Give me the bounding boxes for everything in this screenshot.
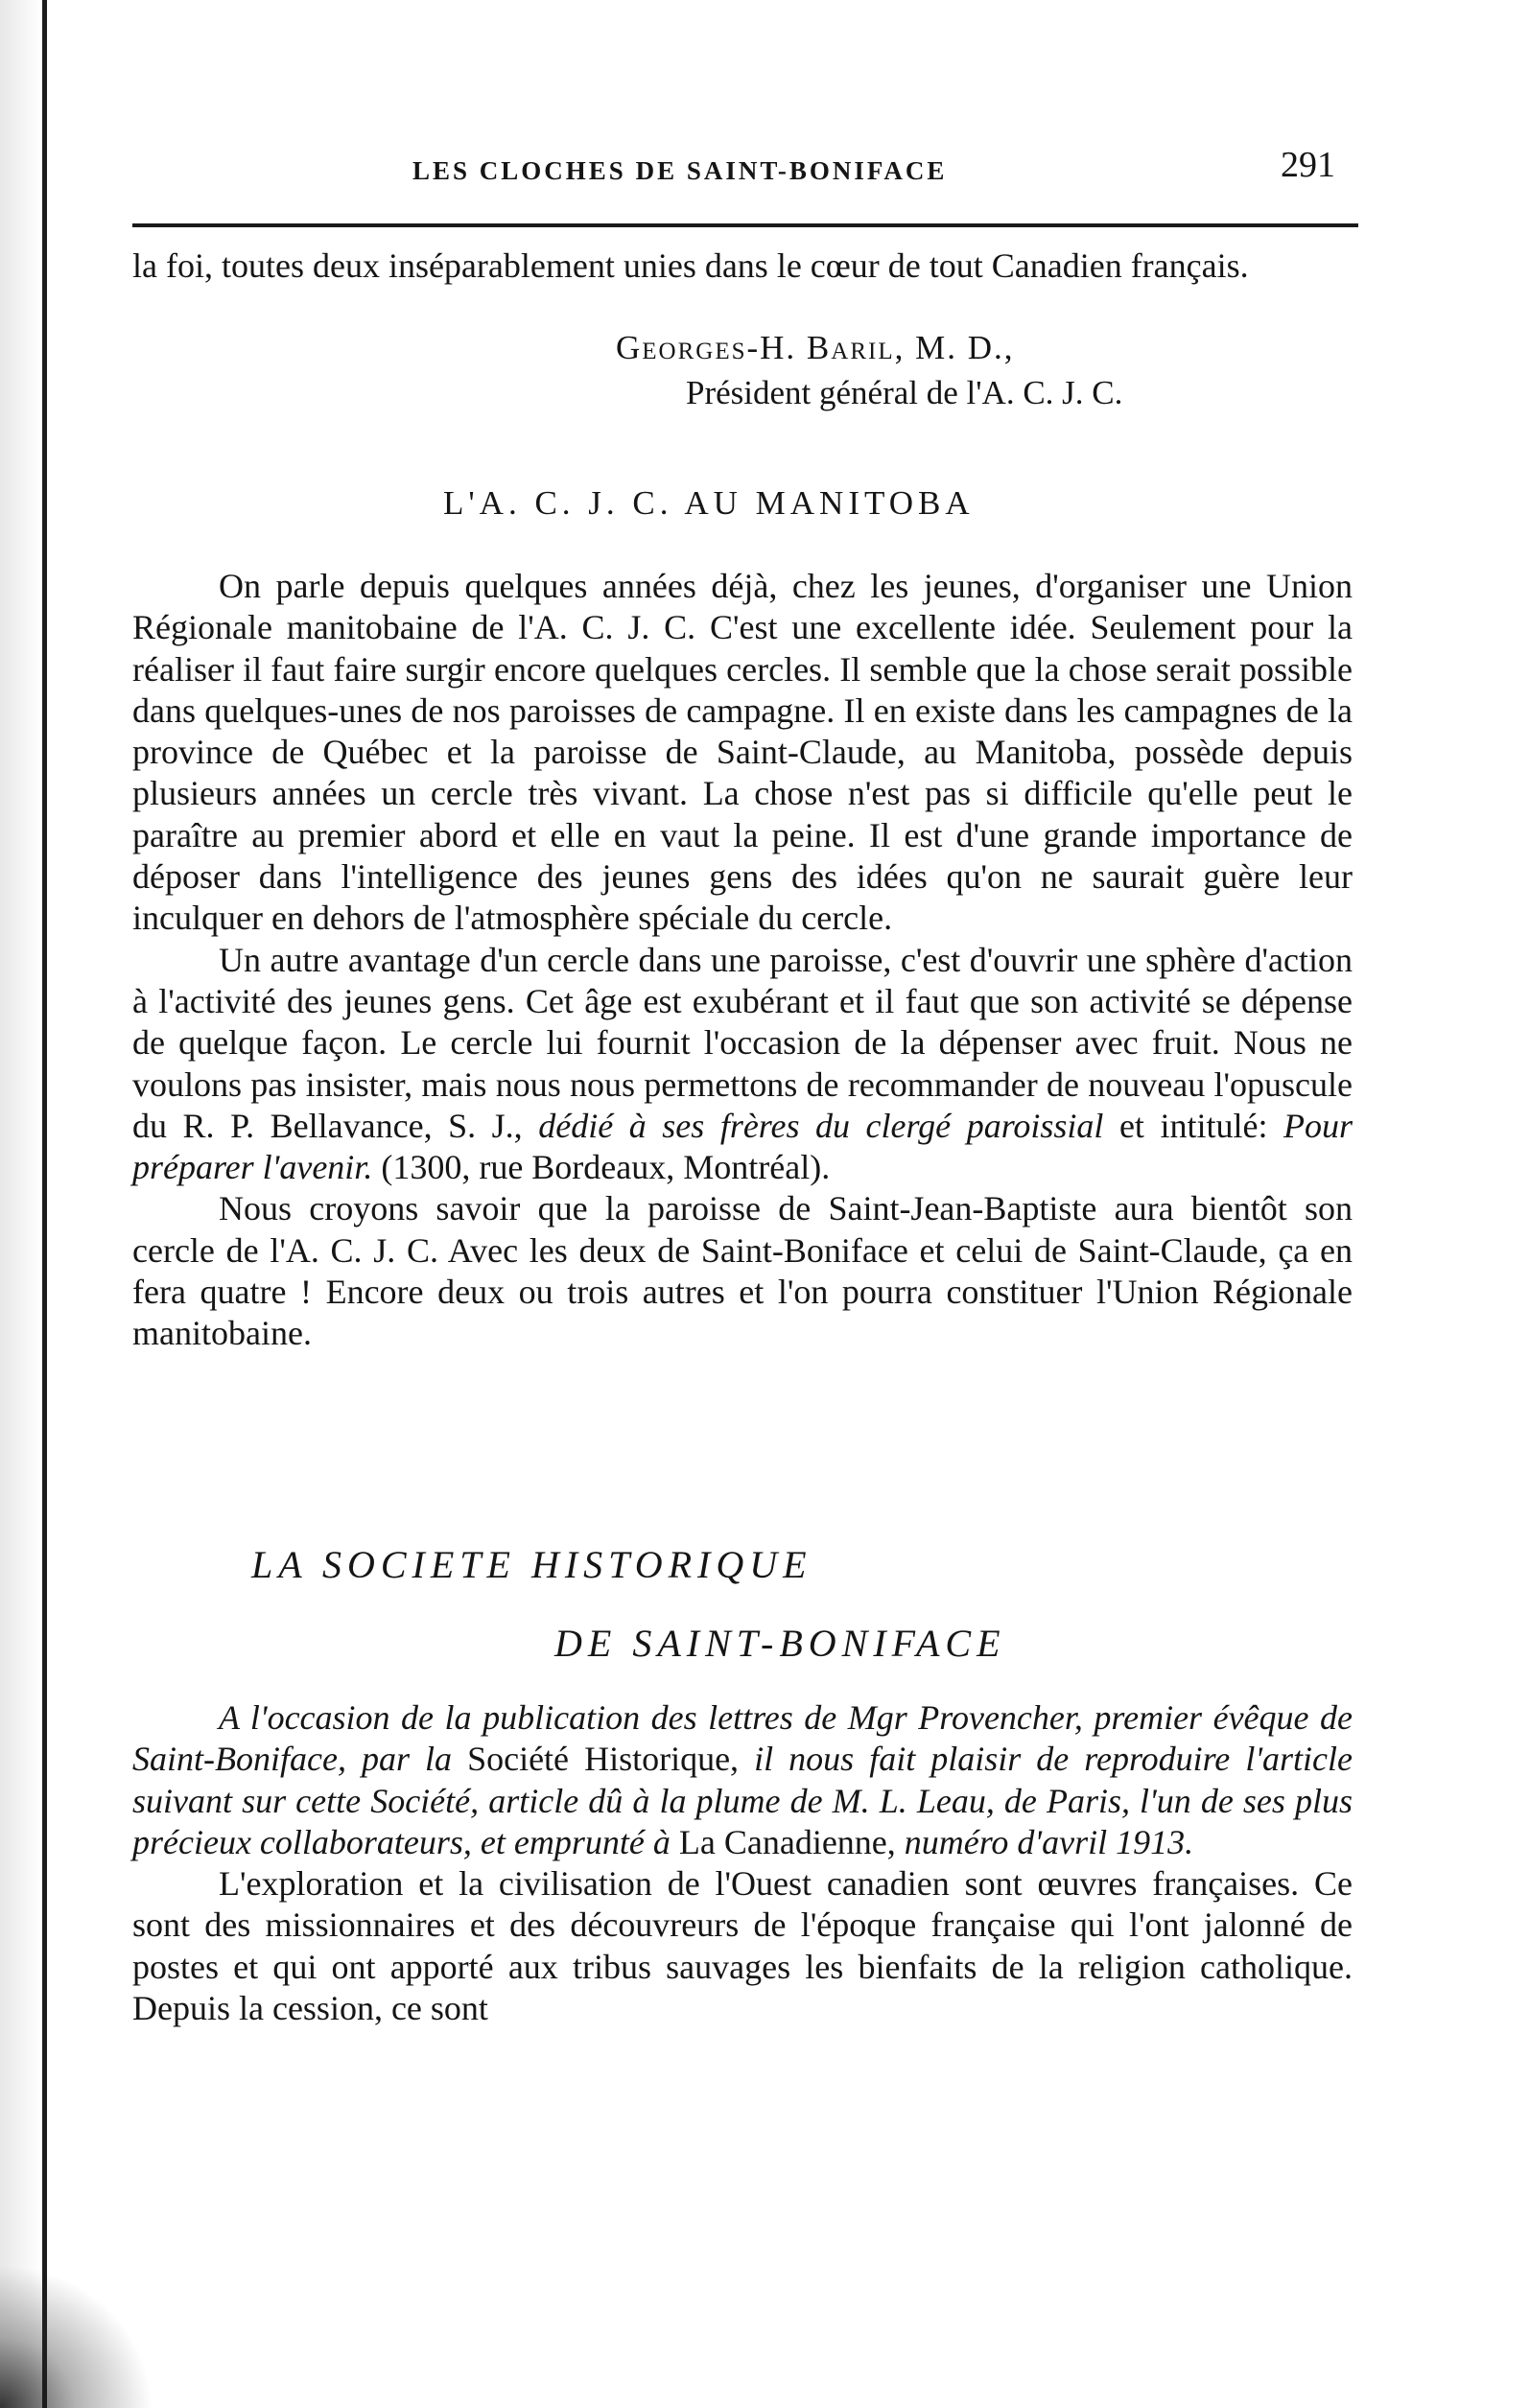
- section-title-societe-line1: LA SOCIETE HISTORIQUE: [251, 1543, 812, 1586]
- section-title-acjc-manitoba: L'A. C. J. C. AU MANITOBA: [443, 484, 975, 522]
- intro-text: la foi, toutes deux inséparablement unies dans le cœur de tout Canadien français.: [132, 246, 1249, 285]
- paragraph-1: On parle depuis quelques années déjà, chez les jeunes, d'organiser une Union Régionale manitobaine de l'A. C. J. C. C'est une excellente idée. Seulement pour la réaliser il faut faire surgir encore quelques cercles. Il semble que la chose serait possible dans quelques-unes de nos paroisses de campagne. Il en existe dans les campagnes de la province de Québec et la paroisse de Saint-Claude, au Manitoba, possède depuis plusieurs années un cercle très vivant. La chose n'est pas si difficile qu'elle peut le paraître au premier abord et elle en vaut la peine. Il est d'une grande importance de déposer dans l'intelligence des jeunes gens des idées qu'on ne saurait guère leur inculquer en dehors de l'atmosphère spéciale du cercle.: [132, 567, 1353, 938]
- intro-note-italic-c: il nous fait plaisir de reproduire l'article suivant sur cette Société, article dû à la plume de M. L. Leau, de Paris, l'un de ses plus précieux collaborateurs, et emprunté à: [132, 1740, 1353, 1861]
- binding-edge: [42, 0, 47, 2408]
- intro-paragraph: [132, 245, 1353, 287]
- paragraph-2-italic-dedication: dédié à ses frères du clergé paroissial: [538, 1106, 1104, 1145]
- paragraph-exploration: L'exploration et la civilisation de l'Ouest canadien sont œuvres françaises. Ce sont des missionnaires et des découvreurs de l'époque française qui l'ont jalonné de postes et qui ont apporté aux tribus sauvages les bienfaits de la religion catholique. Depuis la cession, ce sont: [132, 1864, 1353, 2028]
- page-gutter-shadow: [0, 0, 42, 2408]
- intro-note-magazine: La Canadienne,: [678, 1822, 896, 1861]
- header-rule: [132, 223, 1358, 227]
- running-title: LES CLOCHES DE SAINT-BONIFACE: [412, 156, 948, 185]
- intro-note-society: Société Historique,: [467, 1740, 740, 1779]
- corner-smudge: [0, 2264, 153, 2408]
- paragraph-2-address: (1300, rue Bordeaux, Montréal).: [381, 1148, 831, 1187]
- intro-note-issue: numéro d'avril 1913.: [904, 1822, 1194, 1861]
- paragraph-2-text-a: Un autre avantage d'un cercle dans une paroisse, c'est d'ouvrir une sphère d'action à l'activité des jeunes gens. Cet âge est exubérant et il faut que son activité se dépense de quelque façon. Le cercle lui fournit l'occasion de la dépenser avec fruit. Nous ne voulons pas insister, mais nous nous permettons de recommander de nouveau l'opuscule du R. P. Bellavance, S. J.,: [132, 940, 1353, 1145]
- signature-title: Président général de l'A. C. J. C.: [686, 374, 1123, 411]
- page-number: 291: [1281, 145, 1335, 185]
- section-acjc-body: [132, 566, 1353, 1355]
- signature-name: Georges-H. Baril, M. D.,: [616, 329, 1015, 366]
- intro-note-italic-a: A l'occasion de la publication des lettres de Mgr Provencher, premier évêque de Saint-Boniface, par la: [132, 1698, 1353, 1779]
- section-societe-body: [132, 1697, 1353, 2029]
- section-title-societe-line2: DE SAINT-BONIFACE: [554, 1622, 1006, 1665]
- paragraph-2-italic-book-title: Pour préparer l'avenir.: [132, 1106, 1353, 1187]
- intro-note: [132, 1697, 1353, 1863]
- paragraph-2: [132, 940, 1353, 1189]
- paragraph-2-text-c: et intitulé:: [1118, 1106, 1268, 1145]
- paragraph-3: Nous croyons savoir que la paroisse de Saint-Jean-Baptiste aura bientôt son cercle de l'A. C. J. C. Avec les deux de Saint-Boniface et celui de Saint-Claude, ça en fera quatre ! Encore deux ou trois autres et l'on pourra constituer l'Union Régionale manitobaine.: [132, 1189, 1353, 1353]
